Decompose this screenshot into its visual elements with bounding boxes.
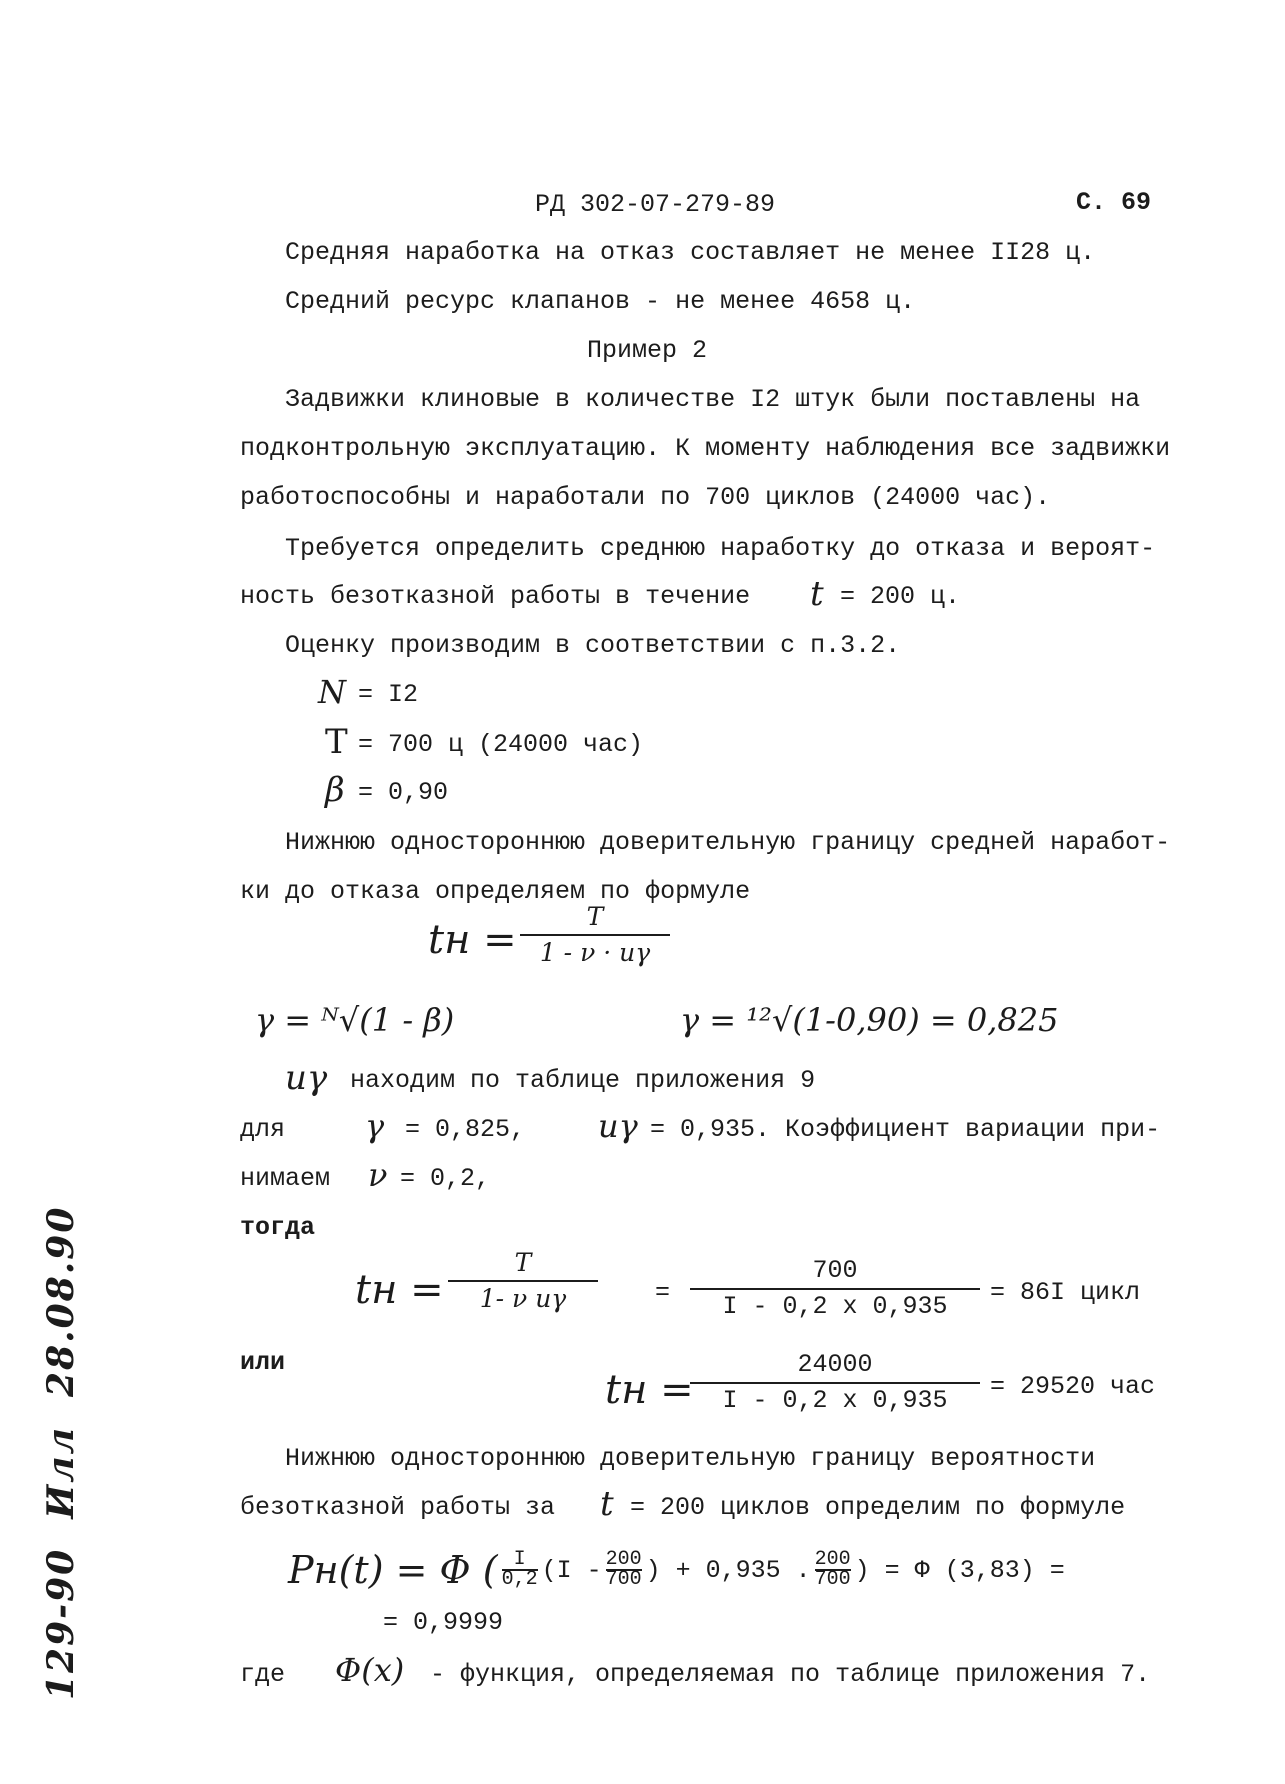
formula-lhs: Pн(t) = Φ ( bbox=[288, 1548, 498, 1592]
fraction bbox=[814, 1548, 851, 1591]
formula-part: ) = Φ (3,83) = bbox=[854, 1555, 1065, 1585]
gamma-formula: γ = ᴺ√(1 - β) bbox=[255, 1001, 455, 1039]
margin-signature-note: 129-90 Илл 28.08.90 bbox=[40, 1205, 82, 1700]
text-line: Средняя наработка на отказ составляет не менее II28 ц. bbox=[285, 238, 1096, 267]
denominator: 700 bbox=[814, 1568, 851, 1591]
nu-symbol: ν bbox=[368, 1156, 388, 1194]
equals: = bbox=[655, 1278, 671, 1307]
denominator: 0,2 bbox=[501, 1568, 538, 1591]
numerator: I bbox=[513, 1548, 526, 1571]
result: = 0,9999 bbox=[383, 1608, 504, 1637]
fraction-bar bbox=[448, 1280, 598, 1282]
text-line: ность безотказной работы в течение bbox=[240, 582, 751, 611]
text-line: где bbox=[240, 1660, 286, 1689]
text-line: = 200 ц. bbox=[840, 582, 961, 611]
text-line: подконтрольную эксплуатацию. К моменту наблюдения все задвижки bbox=[240, 434, 1171, 463]
denominator: 700 bbox=[605, 1568, 642, 1591]
fraction bbox=[690, 1350, 980, 1416]
numerator: T bbox=[514, 1248, 532, 1277]
time-symbol: t bbox=[810, 574, 824, 614]
text-line: нимаем bbox=[240, 1164, 331, 1193]
numerator: 24000 bbox=[797, 1350, 873, 1379]
text-line: - функция, определяемая по таблице приложения 7. bbox=[430, 1660, 1151, 1689]
fraction bbox=[501, 1548, 538, 1591]
t-value: = 700 ц (24000 час) bbox=[358, 730, 644, 759]
numerator: 200 bbox=[605, 1548, 642, 1571]
text-line: или bbox=[240, 1348, 286, 1377]
text-line: ки до отказа определяем по формуле bbox=[240, 877, 751, 906]
probability-formula bbox=[288, 1548, 1065, 1592]
text-line: тогда bbox=[240, 1213, 316, 1242]
text-line: работоспособны и наработали по 700 циклов (24000 час). bbox=[240, 483, 1051, 512]
formula-lhs: tн = bbox=[355, 1267, 444, 1313]
u-gamma-symbol: uγ bbox=[285, 1058, 328, 1098]
t-symbol: T bbox=[325, 722, 348, 762]
phi-symbol: Φ(x) bbox=[335, 1651, 405, 1689]
fraction bbox=[605, 1548, 642, 1591]
u-gamma-symbol: uγ bbox=[598, 1107, 638, 1145]
denominator: I - 0,2 x 0,935 bbox=[722, 1292, 948, 1321]
doc-code: РД 302-07-279-89 bbox=[535, 190, 776, 219]
fraction-bar bbox=[690, 1382, 980, 1384]
text-line: Нижнюю одностороннюю доверительную границу средней наработ- bbox=[285, 828, 1171, 857]
fraction bbox=[690, 1256, 980, 1322]
page-number: С. 69 bbox=[1076, 188, 1152, 217]
text-line: безотказной работы за bbox=[240, 1493, 556, 1522]
fraction-bar bbox=[520, 934, 670, 936]
fraction-bar bbox=[690, 1288, 980, 1290]
beta-value: = 0,90 bbox=[358, 778, 449, 807]
denominator: 1- ν uγ bbox=[479, 1284, 567, 1313]
text-line: Требуется определить среднюю наработку до отказа и вероят- bbox=[285, 534, 1156, 563]
text-line: Оценку производим в соответствии с п.3.2. bbox=[285, 631, 901, 660]
text-line: = 0,825, bbox=[405, 1115, 526, 1144]
fraction bbox=[448, 1248, 598, 1314]
text-line: = 200 циклов определим по формуле bbox=[630, 1493, 1126, 1522]
formula-part: (I - bbox=[541, 1555, 602, 1585]
text-line: = 0,2, bbox=[400, 1164, 491, 1193]
result: = 86I цикл bbox=[990, 1278, 1141, 1307]
formula-lhs: tн = bbox=[605, 1367, 694, 1413]
n-value: = I2 bbox=[358, 680, 419, 709]
denominator: I - 0,2 x 0,935 bbox=[722, 1386, 948, 1415]
text-line: Задвижки клиновые в количестве I2 штук были поставлены на bbox=[285, 385, 1141, 414]
result: = 29520 час bbox=[990, 1372, 1156, 1401]
text-line: Средний ресурс клапанов - не менее 4658 ц. bbox=[285, 287, 916, 316]
gamma-symbol: γ bbox=[365, 1107, 385, 1145]
formula-part: ) + 0,935 . bbox=[645, 1555, 811, 1585]
fraction bbox=[520, 902, 670, 968]
numerator: T bbox=[586, 902, 604, 931]
gamma-value-formula: γ = ¹²√(1-0,90) = 0,825 bbox=[680, 1001, 1059, 1039]
beta-symbol: β bbox=[325, 770, 345, 810]
text-line: находим по таблице приложения 9 bbox=[350, 1066, 816, 1095]
denominator: 1 - ν · uγ bbox=[539, 938, 651, 967]
n-symbol: N bbox=[318, 673, 346, 711]
text-line: для bbox=[240, 1115, 286, 1144]
text-line: Нижнюю одностороннюю доверительную границу вероятности bbox=[285, 1444, 1096, 1473]
numerator: 200 bbox=[814, 1548, 851, 1571]
formula-lhs: tн = bbox=[428, 917, 517, 963]
section-heading: Пример 2 bbox=[587, 336, 708, 365]
text-line: = 0,935. Коэффициент вариации при- bbox=[650, 1115, 1161, 1144]
numerator: 700 bbox=[812, 1256, 858, 1285]
time-symbol: t bbox=[600, 1484, 614, 1524]
